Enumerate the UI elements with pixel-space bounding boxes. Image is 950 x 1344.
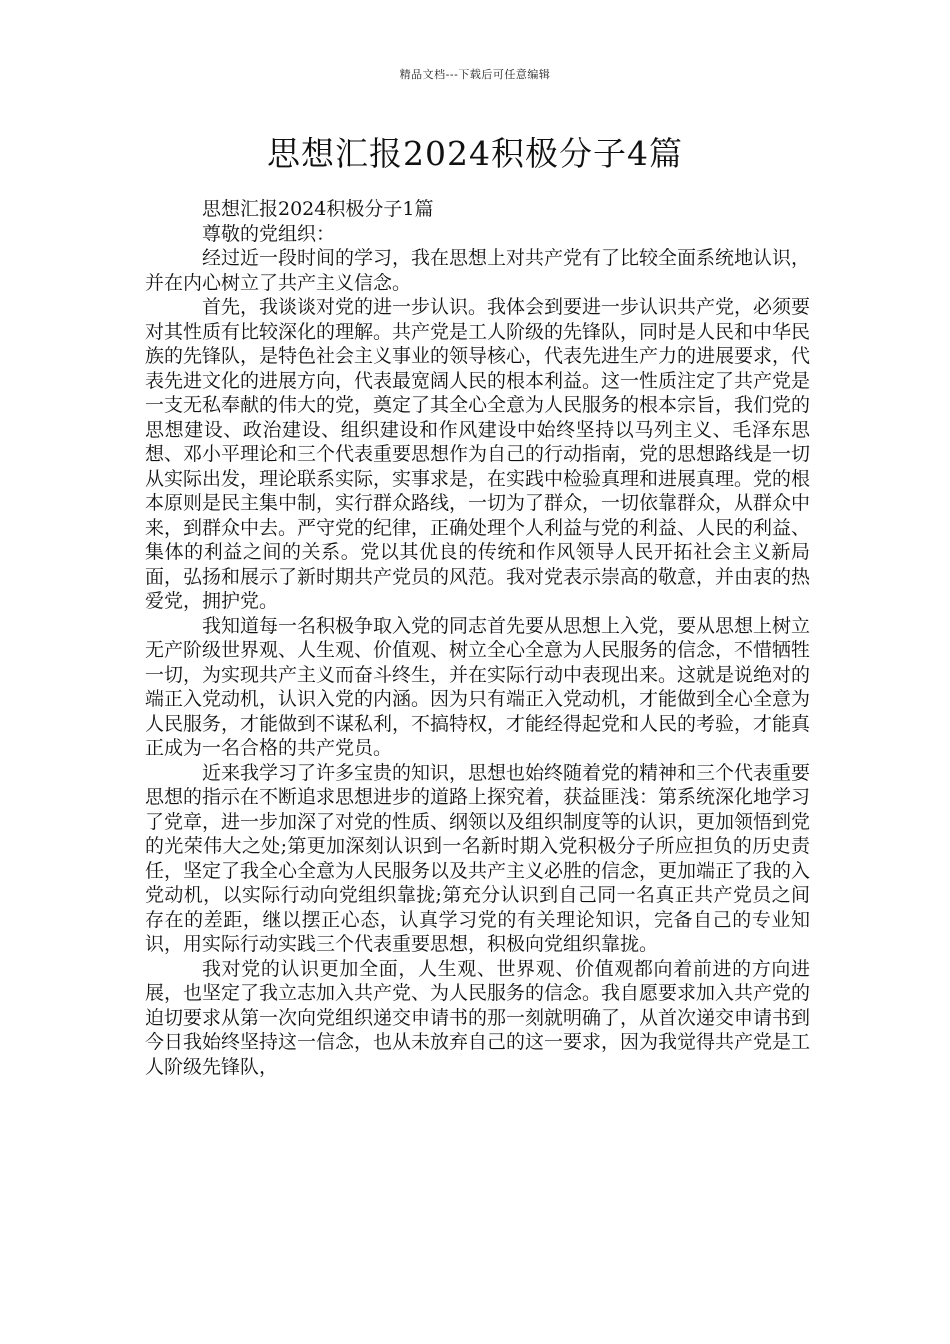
body-paragraph: 我知道每一名积极争取入党的同志首先要从思想上入党，要从思想上树立无产阶级世界观、人生观、价值观、树立全心全意为人民服务的信念，不惜牺牲一切，为实现共产主义而奋斗终生，并在实际行动中表现出来。这就是说绝对的端正入党动机，认识入党的内涵。因为只有端正入党动机，才能做到全心全意为人民服务，才能做到不谋私利，不搞特权，才能经得起党和人民的考验，才能真正成为一名合格的共产党员。	[145, 614, 811, 759]
body-paragraph: 经过近一段时间的学习，我在思想上对共产党有了比较全面系统地认识，并在内心树立了共产主义信念。	[145, 247, 811, 294]
salutation: 尊敬的党组织：	[202, 222, 336, 245]
document-title: 思想汇报2024积极分子4篇	[267, 134, 683, 173]
body-paragraph: 我对党的认识更加全面，人生观、世界观、价值观都向着前进的方向进展，也坚定了我立志加入共产党、为人民服务的信念。我自愿要求加入共产党的迫切要求从第一次向党组织递交申请书的那一刻就明确了，从首次递交申请书到今日我始终坚持这一信念，也从未放弃自己的这一要求，因为我觉得共产党是工人阶级先锋队，	[145, 957, 811, 1078]
section-subtitle: 思想汇报2024积极分子1篇	[202, 198, 434, 220]
body-paragraph: 近来我学习了许多宝贵的知识，思想也始终随着党的精神和三个代表重要思想的指示在不断追求思想进步的道路上探究着，获益匪浅：第系统深化地学习了党章，进一步加深了对党的性质、纲领以及组织制度等的认识，更加领悟到党的光荣伟大之处;第更加深刻认识到一名新时期入党积极分子所应担负的历史责任，坚定了我全心全意为人民服务以及共产主义必胜的信念，更加端正了我的入党动机，以实际行动向党组织靠拢;第充分认识到自己同一名真正共产党员之间存在的差距，继以摆正心态，认真学习党的有关理论知识，完备自己的专业知识，用实际行动实践三个代表重要思想，积极向党组织靠拢。	[145, 761, 811, 955]
page-header: 精品文档---下载后可任意编辑	[399, 68, 551, 81]
body-paragraph: 首先，我谈谈对党的进一步认识。我体会到要进一步认识共产党，必须要对其性质有比较深化的理解。共产党是工人阶级的先锋队，同时是人民和中华民族的先锋队，是特色社会主义事业的领导核心，代表先进生产力的进展要求，代表先进文化的进展方向，代表最宽阔人民的根本利益。这一性质注定了共产党是一支无私奉献的伟大的党，奠定了其全心全意为人民服务的根本宗旨，我们党的思想建设、政治建设、组织建设和作风建设中始终坚持以马列主义、毛泽东思想、邓小平理论和三个代表重要思想作为自己的行动指南，党的思想路线是一切从实际出发，理论联系实际，实事求是，在实践中检验真理和进展真理。党的根本原则是民主集中制，实行群众路线，一切为了群众，一切依靠群众，从群众中来，到群众中去。严守党的纪律，正确处理个人利益与党的利益、人民的利益、集体的利益之间的关系。党以其优良的传统和作风领导人民开拓社会主义新局面，弘扬和展示了新时期共产党员的风范。我对党表示崇高的敬意，并由衷的热爱党，拥护党。	[145, 296, 811, 612]
document-body	[145, 197, 810, 1079]
